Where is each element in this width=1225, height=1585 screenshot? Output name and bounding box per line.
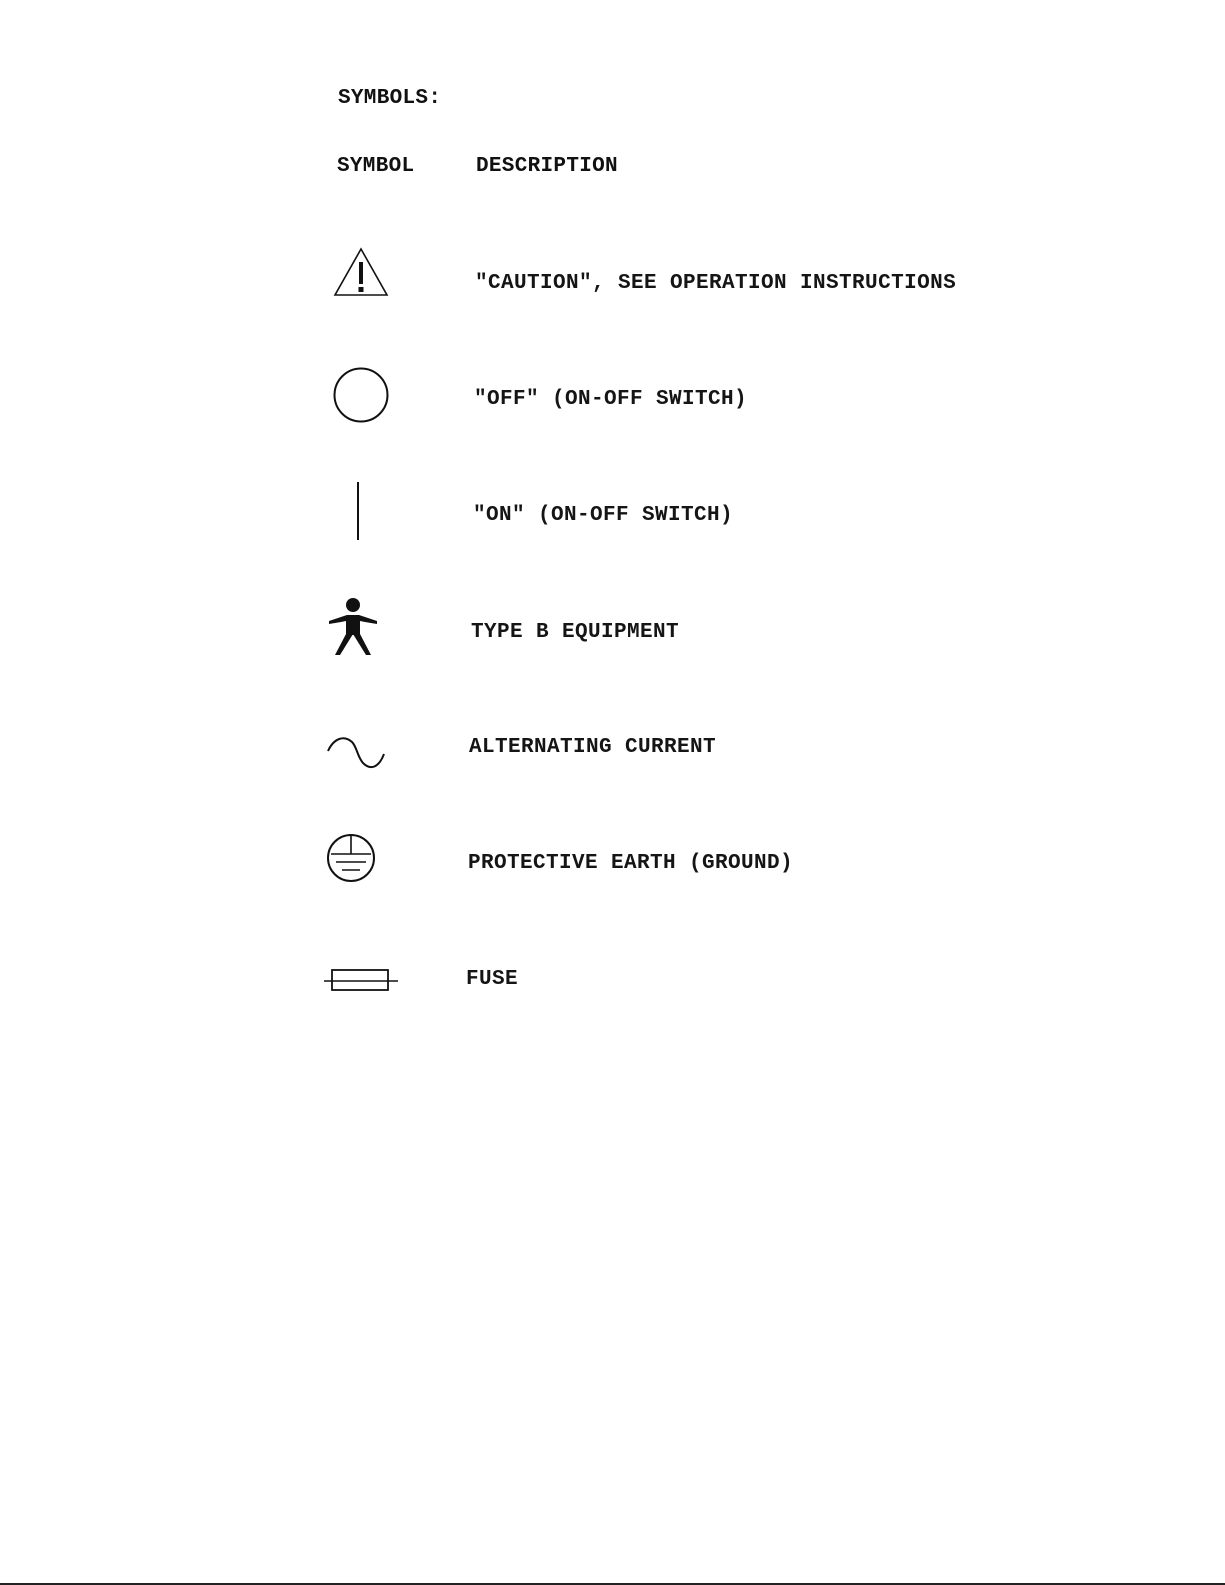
description-column-header: DESCRIPTION — [476, 155, 618, 178]
power-off-circle-icon — [332, 366, 390, 424]
protective-earth-description: PROTECTIVE EARTH (GROUND) — [468, 852, 794, 875]
fuse-description: FUSE — [466, 968, 519, 991]
power-on-line-icon — [350, 480, 366, 542]
caution-triangle-icon — [332, 246, 390, 298]
page-title: SYMBOLS: — [338, 87, 442, 110]
protective-earth-icon — [325, 832, 377, 884]
off-description: "OFF" (ON-OFF SWITCH) — [474, 388, 748, 411]
caution-description: "CAUTION", SEE OPERATION INSTRUCTIONS — [475, 272, 957, 295]
type-b-description: TYPE B EQUIPMENT — [471, 621, 680, 644]
on-description: "ON" (ON-OFF SWITCH) — [473, 504, 734, 527]
fuse-icon — [322, 964, 400, 996]
type-b-person-icon — [327, 597, 379, 657]
symbol-column-header: SYMBOL — [337, 155, 415, 178]
alternating-current-icon — [326, 734, 388, 772]
alternating-current-description: ALTERNATING CURRENT — [469, 736, 717, 759]
